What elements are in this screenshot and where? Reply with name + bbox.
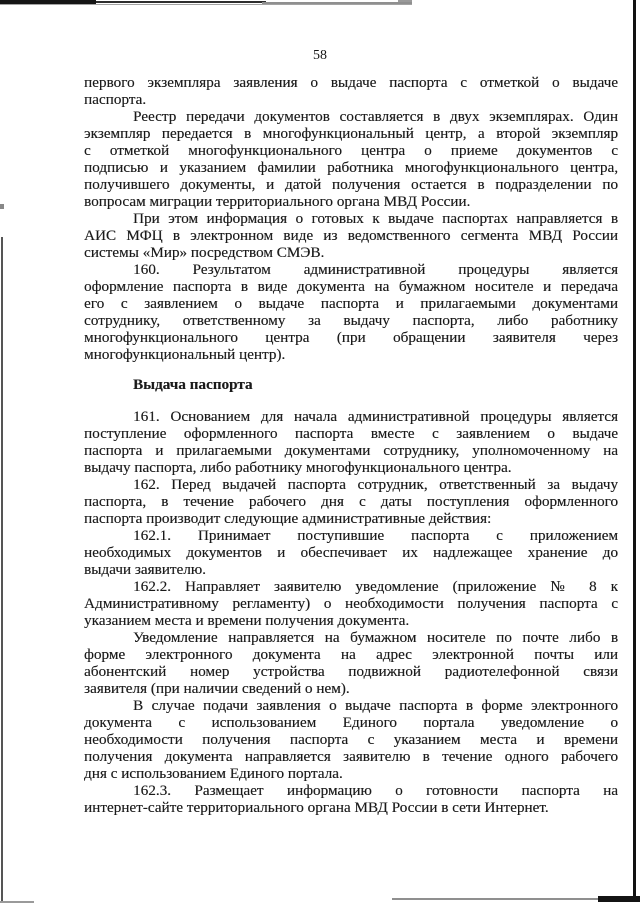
paragraph bbox=[84, 476, 618, 527]
text-line: АИС МФЦ в электронном виде из ведомственного сегмента МВД России bbox=[84, 227, 618, 244]
paragraph bbox=[84, 210, 618, 261]
text-line: паспорта производит следующие административные действия: bbox=[84, 510, 492, 527]
text-line: оформление паспорта в виде документа на бумажном носителе и передача bbox=[84, 278, 618, 295]
paragraph bbox=[84, 629, 618, 697]
text-line: При этом информация о готовых к выдаче паспортах направляется в bbox=[133, 210, 618, 227]
paragraph bbox=[84, 697, 618, 782]
text-line: паспорта, в течение рабочего дня с даты поступления оформленного bbox=[84, 493, 618, 510]
text-line: Выдача паспорта bbox=[133, 376, 253, 393]
text-line: многофункционального центра (при обращении заявителя через bbox=[84, 329, 618, 346]
scan-artifact-top-edge-dark-mid bbox=[96, 1, 266, 3]
scan-artifact-left-edge-line bbox=[1, 237, 3, 903]
text-line: интернет-сайте территориального органа МВД России в сети Интернет. bbox=[84, 799, 549, 816]
text-line: 162.1. Принимает поступившие паспорта с приложением bbox=[133, 527, 618, 544]
text-line: заявителя (при наличии сведений о нем). bbox=[84, 680, 350, 697]
text-line: необходимости получения паспорта с указанием места и времени bbox=[84, 731, 618, 748]
text-line: документа с использованием Единого портала уведомление о bbox=[84, 714, 618, 731]
scan-artifact-bottom-edge-right bbox=[598, 896, 640, 902]
scan-artifact-left-edge-tick bbox=[0, 204, 4, 209]
text-line: экземпляр передается в многофункциональный центр, а второй экземпляр bbox=[84, 125, 618, 142]
text-line: выдачу паспорта, либо работнику многофункционального центра. bbox=[84, 459, 512, 476]
text-line: его с заявлением о выдаче паспорта и прилагаемыми документами bbox=[84, 295, 618, 312]
text-line: системы «Мир» посредством СМЭВ. bbox=[84, 244, 325, 261]
text-line: Административному регламенту) о необходимости получения паспорта с bbox=[84, 595, 618, 612]
text-line: сотруднику, ответственному за выдачу паспорта, либо работнику bbox=[84, 312, 618, 329]
paragraph bbox=[84, 108, 618, 210]
scan-artifact-top-edge-gray-thin bbox=[0, 4, 412, 5]
text-line: абонентский номер устройства подвижной радиотелефонной связи bbox=[84, 663, 618, 680]
text-line: 160. Результатом административной процедуры является bbox=[133, 261, 618, 278]
text-line: 162.3. Размещает информацию о готовности паспорта на bbox=[133, 782, 618, 799]
paragraph bbox=[84, 261, 618, 363]
text-line: вопросам миграции территориального органа МВД России. bbox=[84, 193, 471, 210]
text-line: Реестр передачи документов составляется в двух экземплярах. Один bbox=[133, 108, 618, 125]
document-body bbox=[84, 74, 618, 816]
paragraph bbox=[84, 408, 618, 476]
scan-artifact-bottom-edge-left bbox=[0, 901, 34, 903]
text-line: подписью и указанием фамилии работника многофункционального центра, bbox=[84, 159, 618, 176]
scan-artifact-right-edge-line bbox=[633, 0, 636, 902]
text-line: паспорта. bbox=[84, 91, 147, 108]
text-line: поступление оформленного паспорта вместе с заявлением о выдаче bbox=[84, 425, 618, 442]
text-line: необходимых документов и обеспечивает их надлежащее хранение до bbox=[84, 544, 618, 561]
text-line: первого экземпляра заявления о выдаче паспорта с отметкой о выдаче bbox=[84, 74, 618, 91]
text-line: Уведомление направляется на бумажном носителе по почте либо в bbox=[133, 629, 618, 646]
text-line: с отметкой многофункционального центра о приеме документов с bbox=[84, 142, 618, 159]
text-line: получения документа направляется заявителю в течение одного рабочего bbox=[84, 748, 618, 765]
text-line: многофункциональный центр). bbox=[84, 346, 286, 363]
paragraph bbox=[84, 527, 618, 578]
text-line: дня с использованием Единого портала. bbox=[84, 765, 343, 782]
text-line: указанием места и времени получения документа. bbox=[84, 612, 410, 629]
text-line: паспорта и прилагаемыми документами сотруднику, уполномоченному на bbox=[84, 442, 618, 459]
text-line: 161. Основанием для начала административной процедуры является bbox=[133, 408, 618, 425]
scan-artifact-top-edge-dash-right bbox=[398, 0, 412, 2]
paragraph bbox=[84, 578, 618, 629]
text-line: форме электронного документа на адрес электронной почты или bbox=[84, 646, 618, 663]
section-heading bbox=[84, 376, 618, 393]
text-line: 162.2. Направляет заявителю уведомление (приложение № 8 к bbox=[133, 578, 618, 595]
text-line: В случае подачи заявления о выдаче паспорта в форме электронного bbox=[133, 697, 618, 714]
paragraph bbox=[84, 74, 618, 108]
text-line: получившего документы, и датой получения остается в подразделении по bbox=[84, 176, 618, 193]
text-line: 162. Перед выдачей паспорта сотрудник, ответственный за выдачу bbox=[133, 476, 618, 493]
scan-artifact-bottom-edge-mid bbox=[392, 898, 602, 900]
paragraph bbox=[84, 782, 618, 816]
page-number: 58 bbox=[313, 48, 327, 63]
text-line: выдачи заявителю. bbox=[84, 561, 206, 578]
